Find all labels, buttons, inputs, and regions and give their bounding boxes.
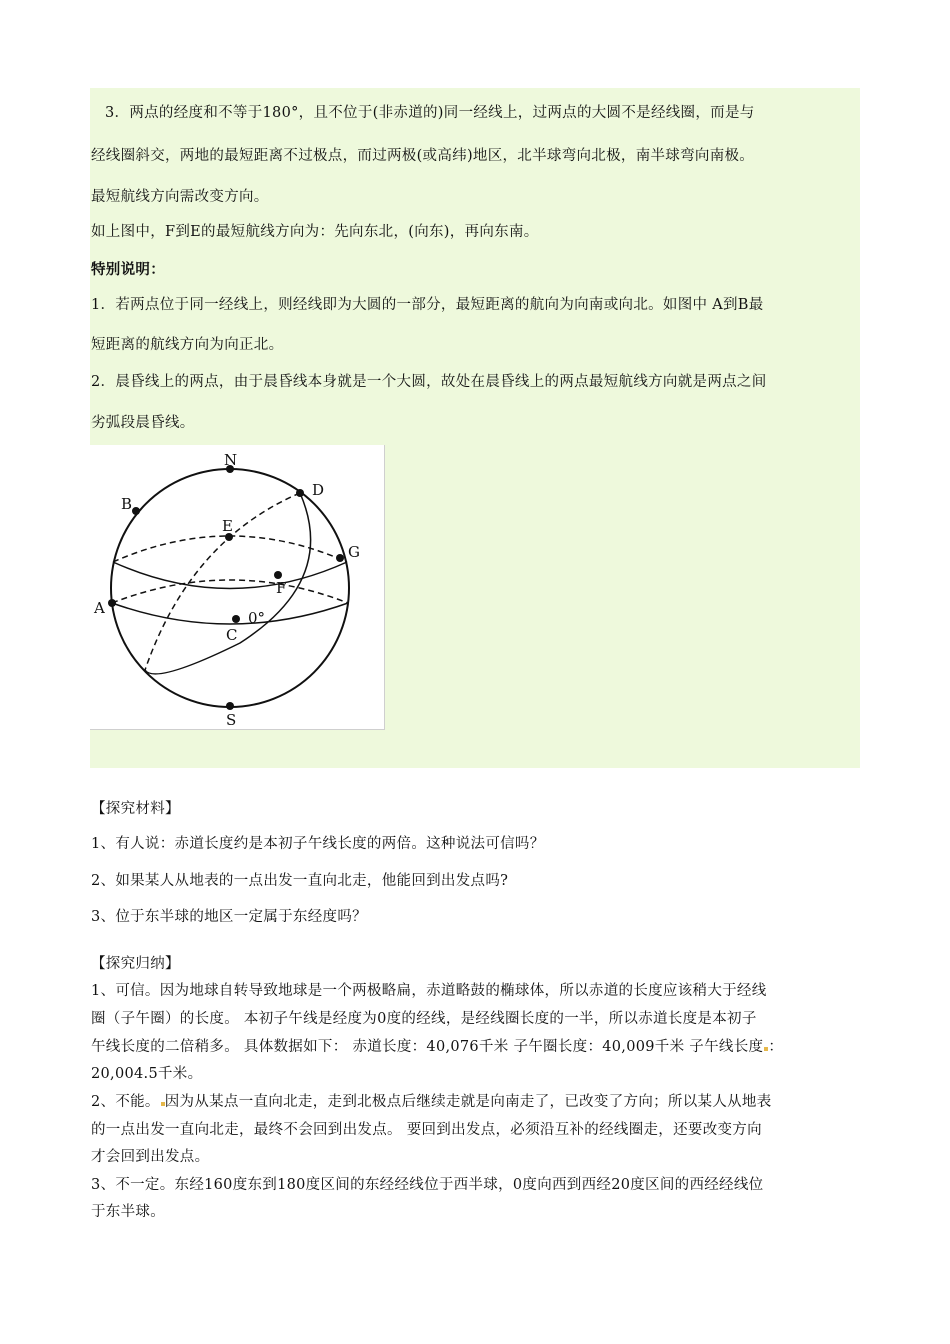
label-a: A: [94, 599, 105, 617]
label-d: D: [312, 481, 325, 499]
point-d: [296, 489, 304, 497]
special-title: 特别说明：: [91, 262, 165, 278]
summary-a1-line1: 1、可信。因为地球自转导致地球是一个两极略扁，赤道略鼓的椭球体，所以赤道的长度应该稍大于经线: [91, 983, 767, 999]
summary-a2-line3: 才会回到出发点。: [91, 1149, 210, 1165]
point-g: [336, 554, 344, 562]
label-e: E: [222, 517, 233, 535]
summary-a3-line1: 3、不一定。东经160度东到180度区间的东经经线位于西半球，0度向西到西经20度区间的西经经线位: [91, 1177, 764, 1193]
label-f: F: [276, 579, 287, 597]
point-b: [132, 507, 140, 515]
point-f: [274, 571, 282, 579]
summary-a1-line2: 圈（子午圈）的长度。 本初子午线是经度为0度的经线，是经线圈长度的一半，所以赤道长度是本初子: [91, 1011, 757, 1027]
label-s: S: [226, 711, 237, 729]
material-q3: 3、位于东半球的地区一定属于东经度吗？: [91, 909, 367, 925]
point-a: [108, 599, 116, 607]
summary-a1-line3: [91, 1035, 783, 1056]
summary-a1-line4: 20,004.5千米。: [91, 1066, 203, 1082]
summary-a1-line3-text: 午线长度的二倍稍多。 具体数据如下： 赤道长度：40,076千米 子午圈长度：40,009千米 子午线长度: [91, 1039, 764, 1055]
summary-a2-line2: 的一点出发一直向北走，最终不会回到出发点。 要回到出发点，必须沿互补的经线圈走，还要改变方向: [91, 1122, 762, 1138]
section3-line2: 经线圈斜交，两地的最短距离不过极点，而过两极(或高纬)地区，北半球弯向北极，南半球弯向南极。: [91, 148, 755, 164]
parallel-front: [113, 562, 347, 589]
section3-line4: 如上图中，F到E的最短航线方向为：先向东北，(向东)，再向东南。: [91, 224, 539, 240]
label-b: B: [121, 495, 133, 513]
material-title: 【探究材料】: [91, 801, 180, 817]
summary-title: 【探究归纳】: [91, 956, 180, 972]
special-item1-line2: 短距离的航线方向为向正北。: [91, 337, 284, 353]
section3-line1: 3．两点的经度和不等于180°，且不位于(非赤道的)同一经线上，过两点的大圆不是经线圈，而是与: [105, 105, 755, 121]
equator-back: [112, 580, 348, 603]
equator-front: [112, 603, 348, 624]
special-item2-line2: 劣弧段晨昏线。: [91, 415, 195, 431]
section3-line3: 最短航线方向需改变方向。: [91, 189, 269, 205]
special-item2-line1: 2．晨昏线上的两点，由于晨昏线本身就是一个大圆，故处在晨昏线上的两点最短航线方向就是两点之间: [91, 374, 767, 390]
special-item1-line1: 1．若两点位于同一经线上，则经线即为大圆的一部分，最短距离的航向为向南或向北。如图中 A到B最: [91, 297, 764, 313]
label-zero: 0°: [248, 609, 266, 627]
material-q1: 1、有人说：赤道长度约是本初子午线长度的两倍。这种说法可信吗？: [91, 836, 545, 852]
summary-a2-line1: [91, 1090, 772, 1111]
material-q2: 2、如果某人从地表的一点出发一直向北走，他能回到出发点吗?: [91, 873, 509, 889]
point-c: [232, 615, 240, 623]
label-g: G: [348, 543, 360, 561]
label-c: C: [226, 626, 238, 644]
globe-diagram: [90, 445, 384, 729]
globe-figure: [90, 445, 385, 730]
summary-a3-line2: 于东半球。: [91, 1204, 165, 1220]
summary-a2-line1-b: 因为从某点一直向北走，走到北极点后继续走就是向南走了，已改变了方向；所以某人从地表: [164, 1094, 772, 1110]
summary-a2-line1-a: 2、不能。: [91, 1094, 160, 1110]
summary-a1-line3-end: ：: [768, 1039, 784, 1055]
point-s: [226, 702, 234, 710]
label-n: N: [224, 451, 238, 469]
